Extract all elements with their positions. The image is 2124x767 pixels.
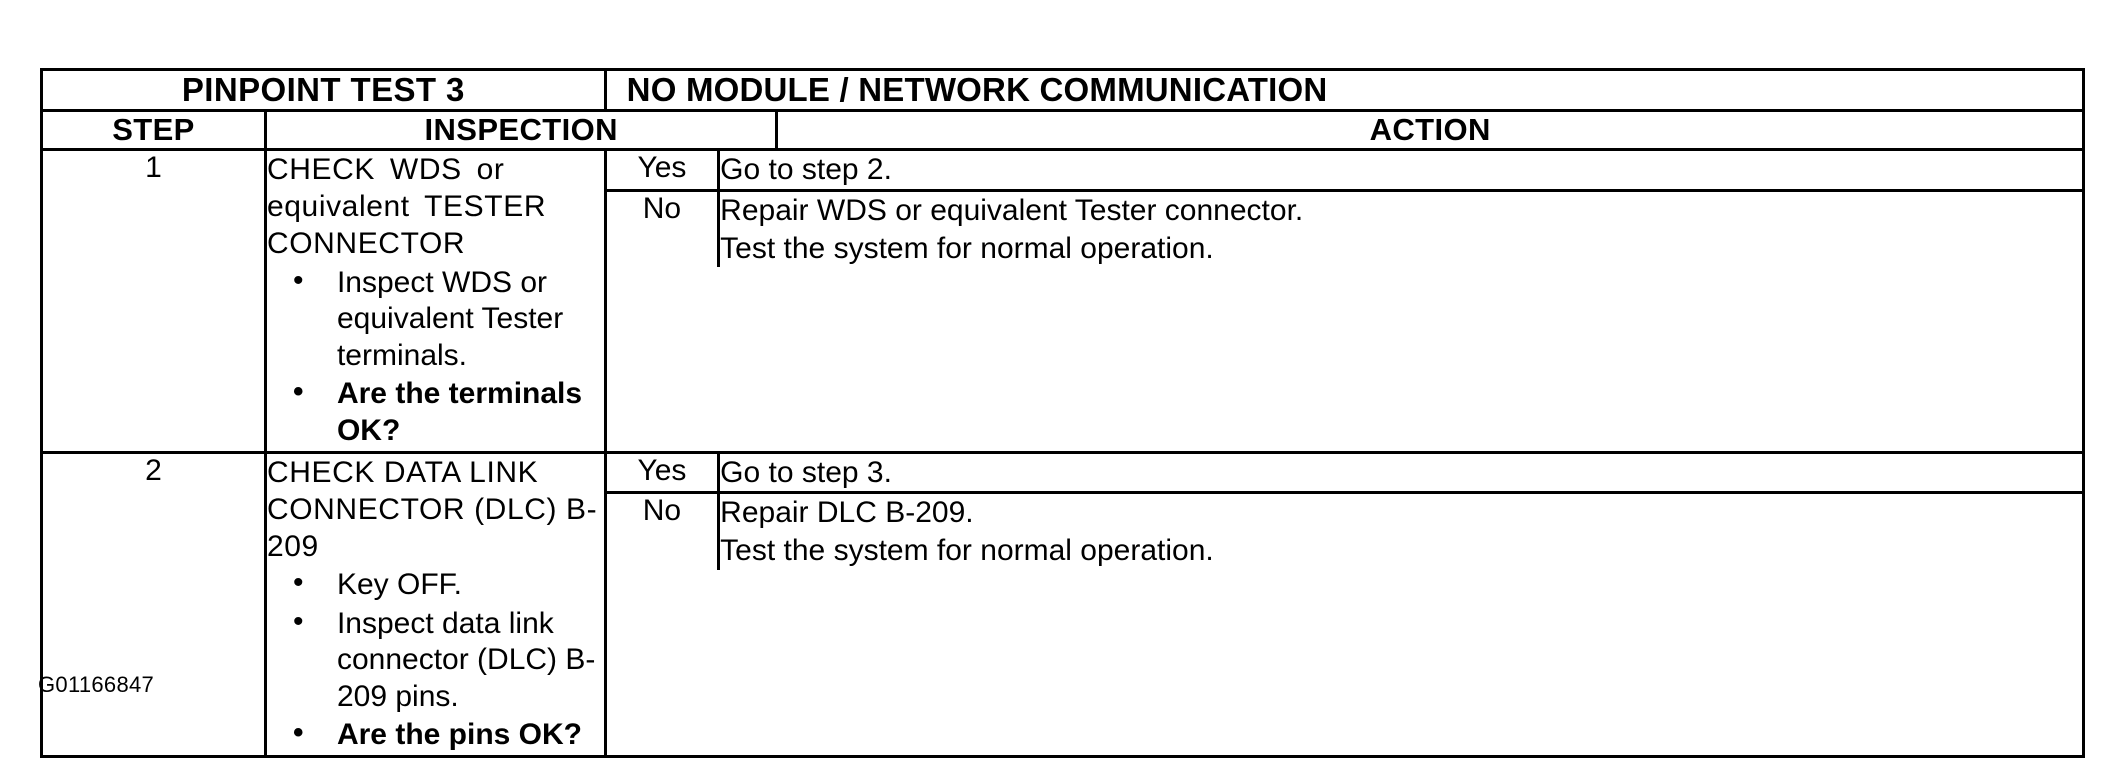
list-item: • Key OFF. bbox=[267, 567, 604, 604]
column-header-action: ACTION bbox=[777, 111, 2084, 150]
pinpoint-test-table-container bbox=[40, 68, 2085, 758]
action-text-no bbox=[719, 190, 2082, 267]
action-line: Repair DLC B-209. bbox=[720, 496, 974, 530]
action-line: Go to step 2. bbox=[720, 153, 892, 186]
table-row bbox=[42, 452, 2084, 757]
results-cell bbox=[605, 452, 2083, 757]
result-row-yes bbox=[607, 454, 2082, 493]
column-header-inspection: INSPECTION bbox=[265, 111, 776, 150]
action-text-yes bbox=[719, 151, 2082, 190]
result-row-yes bbox=[607, 151, 2082, 190]
results-table bbox=[607, 454, 2082, 570]
action-line: Repair WDS or equivalent Tester connector. bbox=[720, 193, 1304, 227]
table-title-row bbox=[42, 70, 2084, 111]
pinpoint-test-label: PINPOINT TEST 3 bbox=[42, 70, 606, 111]
action-text-yes bbox=[719, 454, 2082, 493]
pinpoint-test-name: NO MODULE / NETWORK COMMUNICATION bbox=[605, 70, 2083, 111]
inspection-bullet-list bbox=[267, 567, 604, 754]
inspection-cell bbox=[265, 150, 605, 453]
result-label-yes: Yes bbox=[607, 151, 719, 190]
results-table bbox=[607, 151, 2082, 267]
inspection-cell bbox=[265, 452, 605, 757]
result-label-no: No bbox=[607, 493, 719, 570]
action-line: Test the system for normal operation. bbox=[720, 534, 1214, 568]
action-text-no bbox=[719, 493, 2082, 570]
step-number: 2 bbox=[42, 452, 266, 757]
result-label-yes: Yes bbox=[607, 454, 719, 493]
action-line: Go to step 3. bbox=[720, 455, 892, 489]
column-header-step: STEP bbox=[42, 111, 266, 150]
list-item: • Inspect data link connector (DLC) B-209 pins. bbox=[267, 606, 604, 716]
action-line: Test the system for normal operation. bbox=[720, 231, 1214, 265]
list-item: • Inspect WDS or equivalent Tester terminals. bbox=[267, 265, 604, 375]
table-row bbox=[42, 150, 2084, 453]
inspection-bullet-list bbox=[267, 265, 604, 450]
table-header-row bbox=[42, 111, 2084, 150]
result-label-no: No bbox=[607, 190, 719, 267]
result-row-no bbox=[607, 190, 2082, 267]
inspection-title: CHECK WDS or equivalent TESTER CONNECTOR bbox=[266, 153, 547, 261]
pinpoint-test-table bbox=[40, 68, 2085, 758]
inspection-title: CHECK DATA LINK CONNECTOR (DLC) B-209 bbox=[266, 455, 598, 563]
figure-caption: G01166847 bbox=[38, 672, 155, 697]
list-item: • Are the pins OK? bbox=[267, 717, 604, 754]
result-row-no bbox=[607, 493, 2082, 570]
list-item: • Are the terminals OK? bbox=[267, 376, 604, 449]
results-cell bbox=[605, 150, 2083, 453]
step-number: 1 bbox=[42, 150, 266, 453]
